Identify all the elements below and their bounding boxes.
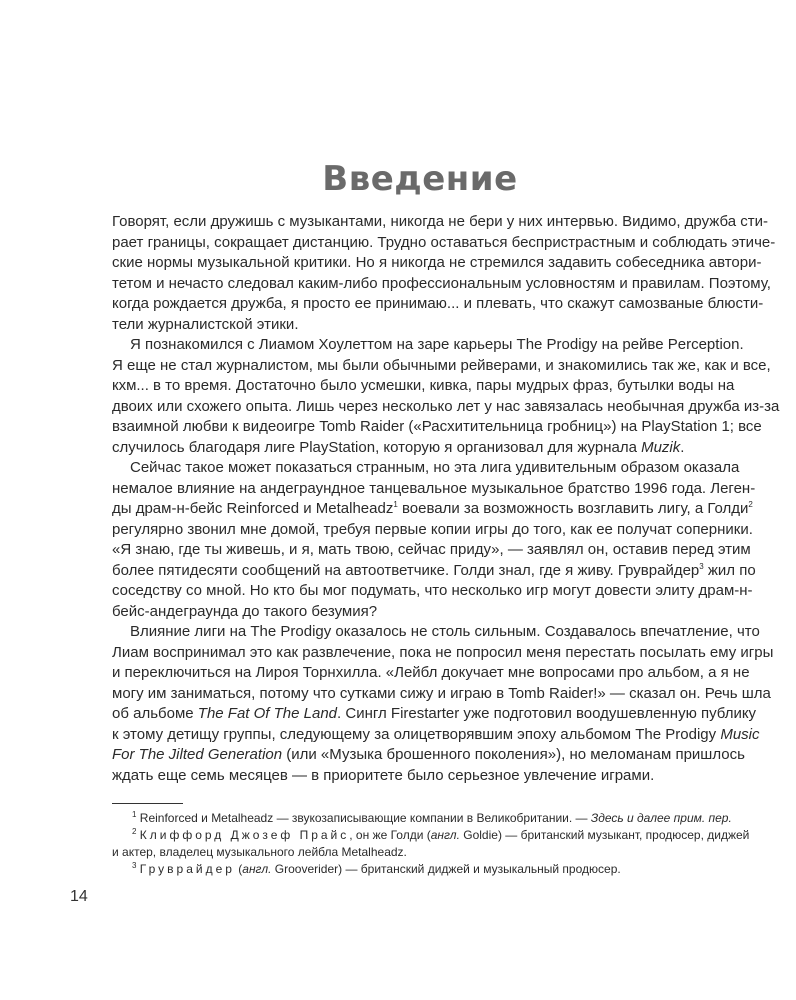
body-text <box>112 212 780 786</box>
text-run: Груврайдер <box>139 862 235 876</box>
footnote-line <box>112 827 750 844</box>
text-run: бейс-андеграунда до такого безумия? <box>112 602 378 620</box>
paragraph-line <box>112 643 774 664</box>
text-run: и актер, владелец музыкального лейбла Metalheadz. <box>112 845 407 859</box>
paragraph-line <box>112 479 756 500</box>
paragraph-line <box>112 499 753 520</box>
italic-text: англ. <box>242 862 272 876</box>
italic-text: Здесь и далее прим. пер. <box>590 811 732 825</box>
paragraph-line <box>112 253 762 274</box>
text-run: соседству со мной. Но кто бы мог подумать, что несколько игр могут довести элиту драм-н- <box>112 582 753 599</box>
italic-text: The Fat Of The Land <box>197 705 338 722</box>
text-run: ды драм-н-бейс Reinforced и Metalheadz <box>112 500 394 517</box>
text-run: Reinforced и Metalheadz — звукозаписывающие компании в Великобритании. — <box>136 811 591 825</box>
italic-text: For The Jilted Generation <box>112 746 283 763</box>
paragraph-line <box>112 581 753 602</box>
paragraph-line <box>112 438 728 459</box>
paragraph-line <box>112 356 771 377</box>
text-run: Лиам воспринимал это как развлечение, пока не попросил меня перестать посылать ему игры <box>112 643 774 661</box>
footnote-line <box>112 810 732 827</box>
paragraph-line <box>112 540 751 561</box>
paragraph-line <box>112 417 762 438</box>
text-run: Я познакомился с Лиамом Хоулеттом на заре карьеры The Prodigy на рейве Perception. <box>130 336 744 353</box>
text-run: могу им заниматься, потому что сутками сижу и играю в Tomb Raider!» — сказал он. Речь шла <box>112 684 771 702</box>
paragraph-line <box>112 274 771 295</box>
footnote-line <box>112 861 728 878</box>
paragraph-line <box>112 397 780 418</box>
text-run: Сейчас такое может показаться странным, но эта лига удивительным образом оказала <box>130 459 740 476</box>
text-run: Я еще не стал журналистом, мы были обычными рейверами, и знакомились так же, как и все, <box>112 356 771 374</box>
paragraph-line <box>112 315 728 336</box>
text-run: тетом и нечасто следовал каким-либо профессиональным условностям и правилам. Поэтому, <box>112 274 771 292</box>
footnote-ref: 3 <box>699 561 704 571</box>
text-run: и переключиться на Лироя Торнхилла. «Лейбл докучает мне вопросами про альбом, а я не <box>112 664 750 681</box>
footnote-ref: 2 <box>132 827 137 836</box>
text-run: двоих или схожего опыта. Лишь через несколько лет у нас завязалась необычная дружба из-за <box>112 397 780 415</box>
text-run: «Я знаю, где ты живешь, и я, мать твою, сейчас приду», — заявлял он, оставив перед этим <box>112 541 751 558</box>
paragraph-line <box>112 725 760 746</box>
text-run: ( <box>234 862 243 876</box>
text-run: жил по <box>703 561 756 579</box>
text-run: Влияние лиги на The Prodigy оказалось не столь сильным. Создавалось впечатление, что <box>130 623 760 640</box>
text-run: воевали за возможность возглавить лигу, а Голди <box>397 500 749 517</box>
text-run: ские нормы музыкальной критики. Но я никогда не стремился задавить собеседника автори- <box>112 254 762 271</box>
footnote-ref: 1 <box>393 500 398 509</box>
paragraph-line <box>112 335 744 356</box>
paragraph-line <box>112 212 768 233</box>
paragraph-line <box>112 766 728 787</box>
text-run: . <box>680 438 685 456</box>
text-run: взаимной любви к видеоигре Tomb Raider («Расхитительница гробниц») на PlayStation 1; все <box>112 418 762 435</box>
text-run: регулярно звонил мне домой, требуя первые копии игры до того, как ее получат соперники. <box>112 520 753 538</box>
paragraph-line <box>112 458 740 479</box>
paragraph-line <box>112 376 735 397</box>
text-run: рает границы, сокращает дистанцию. Трудно оставаться беспристрастным и соблюдать этиче- <box>112 233 776 251</box>
text-run: . Сингл Firestarter уже подготовил воодушевленную публику <box>337 705 757 722</box>
text-run: тели журналистской этики. <box>112 315 299 333</box>
text-run: более пятидесяти сообщений на автоответчике. Голди знал, где я живу. Груврайдер <box>112 561 700 579</box>
text-run: к этому детищу группы, следующему за олицетворявшим эпоху альбомом The Prodigy <box>112 725 721 743</box>
text-run: (или «Музыка брошенного поколения»), но меломанам пришлось <box>282 746 745 763</box>
text-run: Говорят, если дружишь с музыкантами, никогда не бери у них интервью. Видимо, дружба сти- <box>112 213 768 230</box>
italic-text: Music <box>720 725 760 743</box>
paragraph-line <box>112 745 745 766</box>
text-run: , он же Голди ( <box>349 828 431 842</box>
page-number: 14 <box>70 888 88 905</box>
paragraph-line <box>112 561 756 582</box>
footnotes <box>112 810 750 878</box>
paragraph-line <box>112 684 771 705</box>
italic-text: Muzik <box>641 438 681 456</box>
paragraph-line <box>112 294 764 315</box>
paragraph-line <box>112 602 728 623</box>
paragraph-line <box>112 233 776 254</box>
footnote-line <box>112 844 728 861</box>
text-run: кхм... в то время. Достаточно было усмешки, кивка, пары мудрых фраз, бутылки воды на <box>112 377 735 394</box>
text-run: немалое влияние на андеграундное танцевальное музыкальное братство 1996 года. Леген- <box>112 479 756 497</box>
footnote-ref: 1 <box>132 810 137 819</box>
italic-text: англ. <box>430 828 460 842</box>
paragraph-line <box>112 520 753 541</box>
paragraph-line <box>112 622 760 643</box>
footnote-ref: 2 <box>748 500 753 509</box>
footnote-ref: 3 <box>132 861 137 870</box>
footnote-divider <box>112 803 183 804</box>
chapter-title: Введение <box>322 158 518 199</box>
text-run: Grooverider) — британский диджей и музыкальный продюсер. <box>271 862 621 876</box>
text-run: Клиффорд Джозеф Прайс <box>139 828 350 842</box>
paragraph-line <box>112 663 750 684</box>
paragraph-line <box>112 704 757 725</box>
text-run: Goldie) — британский музыкант, продюсер, диджей <box>459 828 750 842</box>
text-run: об альбоме <box>112 705 198 722</box>
text-run: случилось благодаря лиге PlayStation, которую я организовал для журнала <box>112 438 642 456</box>
text-run: ждать еще семь месяцев — в приоритете было серьезное увлечение играми. <box>112 766 655 784</box>
text-run: когда рождается дружба, я просто ее принимаю... и плевать, что скажут самозваные блюсти- <box>112 295 764 312</box>
